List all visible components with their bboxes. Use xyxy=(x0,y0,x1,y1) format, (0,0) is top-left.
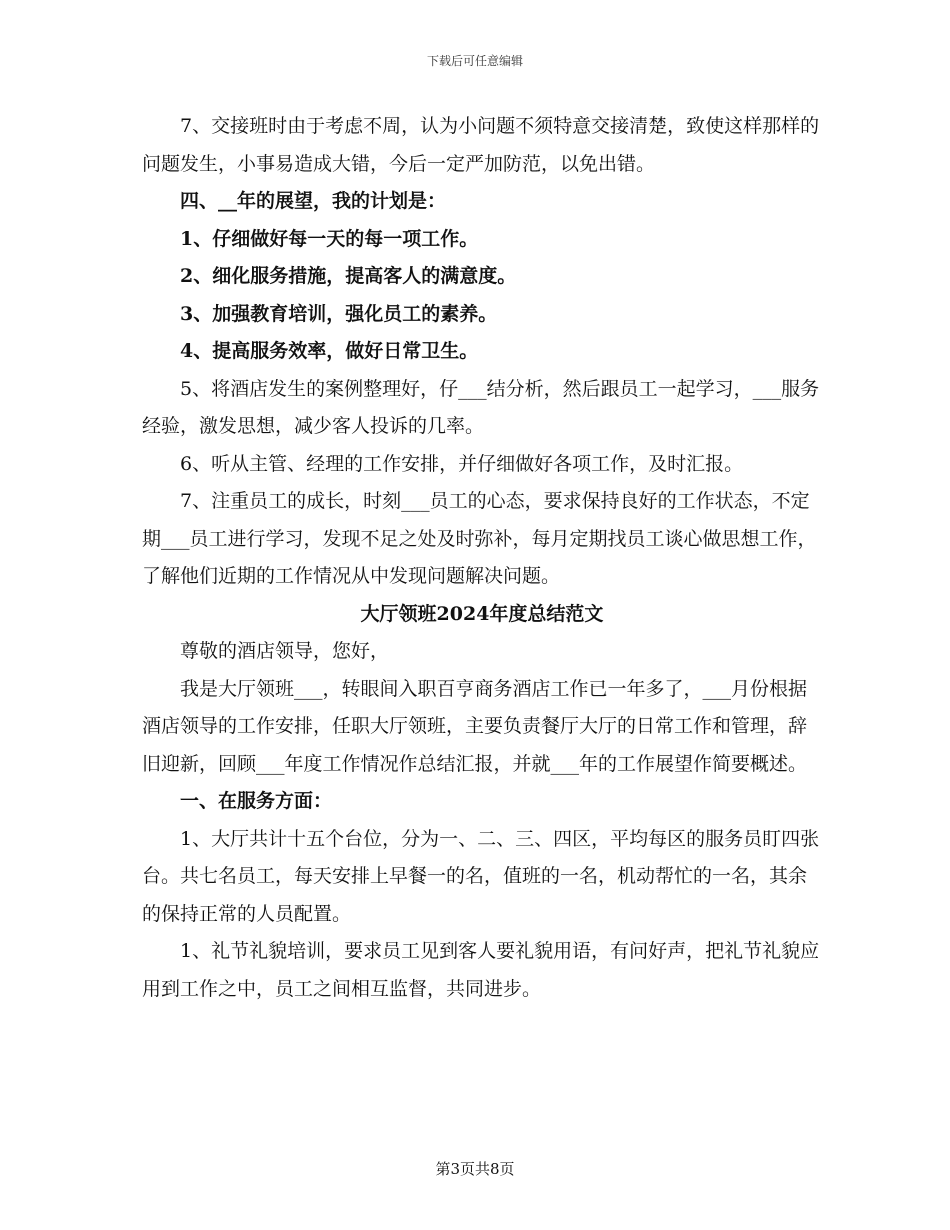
plan-item-4: 4、提高服务效率，做好日常卫生。 xyxy=(180,340,479,362)
section-heading-outlook: 四、__年的展望，我的计划是： xyxy=(180,190,447,212)
page-number: 第3页共8页 xyxy=(435,1160,515,1178)
page-header-note: 下载后可任意编辑 xyxy=(426,54,523,68)
section-heading-service: 一、在服务方面： xyxy=(180,790,333,812)
plan-item-2: 2、细化服务措施，提高客人的满意度。 xyxy=(180,265,517,287)
service-item-etiquette: 1、礼节礼貌培训，要求员工见到客人要礼貌用语，有问好声，把礼节礼貌应用到工作之中，员工之间相互监督，共同进步。 xyxy=(142,940,820,1000)
plan-item-6: 6、听从主管、经理的工作安排，并仔细做好各项工作，及时汇报。 xyxy=(180,452,744,475)
document-body xyxy=(142,108,822,1008)
plan-item-3: 3、加强教育培训，强化员工的素养。 xyxy=(180,302,498,325)
plan-item-5: 5、将酒店发生的案例整理好，仔___结分析，然后跟员工一起学习，___服务经验，激发思想，减少客人投诉的几率。 xyxy=(142,377,820,437)
salutation: 尊敬的酒店领导，您好， xyxy=(180,640,390,662)
service-item-staffing: 1、大厅共计十五个台位，分为一、二、三、四区，平均每区的服务员盯四张台。共七名员工，每天安排上早餐一的名，值班的一名，机动帮忙的一名，其余的保持正常的人员配置。 xyxy=(142,827,820,925)
article-title: 大厅领班2024年度总结范文 xyxy=(360,602,604,625)
plan-item-1: 1、仔细做好每一天的每一项工作。 xyxy=(180,227,479,250)
paragraph-handover-lesson: 7、交接班时由于考虑不周，认为小问题不须特意交接清楚，致使这样那样的问题发生，小事易造成大错，今后一定严加防范，以免出错。 xyxy=(142,115,820,175)
intro-paragraph: 我是大厅领班___，转眼间入职百亨商务酒店工作已一年多了，___月份根据酒店领导的工作安排，任职大厅领班，主要负责餐厅大厅的日常工作和管理，辞旧迎新，回顾___年度工作情况作总结汇报，并就___年的工作展望作简要概述。 xyxy=(142,677,808,775)
plan-item-7: 7、注重员工的成长，时刻___员工的心态，要求保持良好的工作状态，不定期___员工进行学习，发现不足之处及时弥补，每月定期找员工谈心做思想工作，了解他们近期的工作情况从中发现问题解决问题。 xyxy=(142,490,817,587)
